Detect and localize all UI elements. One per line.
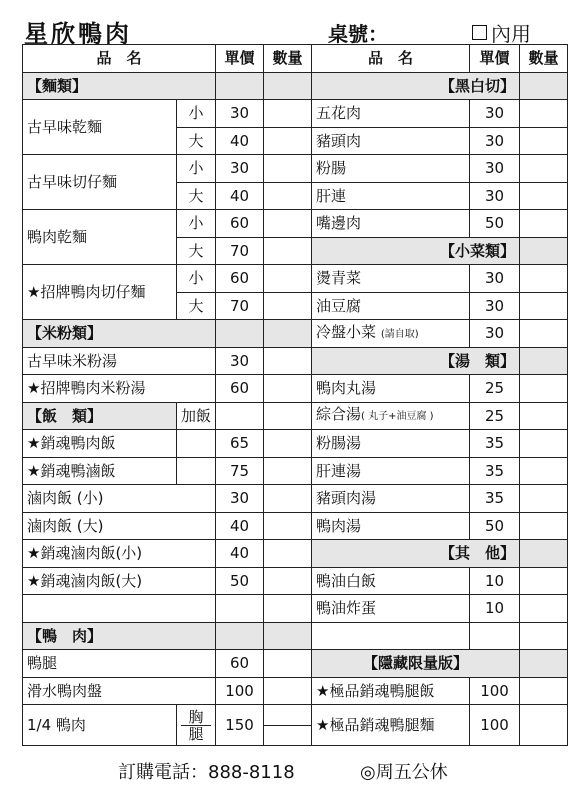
item-name: 嘴邊肉 [312, 210, 470, 238]
item-price: 30 [216, 100, 264, 128]
qty-cell[interactable] [520, 677, 568, 705]
table-row [23, 677, 568, 705]
item-name: ★銷魂滷肉飯(小) [23, 540, 216, 568]
size-small: 小 [177, 210, 216, 238]
table-row [23, 567, 568, 595]
table-row [23, 210, 568, 238]
qty-cell[interactable] [264, 485, 312, 513]
size-large: 大 [177, 237, 216, 265]
item-price: 35 [470, 457, 520, 485]
item-price: 50 [216, 567, 264, 595]
item-name: 綜合湯( 丸子+油豆腐 ) [312, 402, 470, 430]
category-soups: 【湯 類】 [312, 347, 520, 375]
item-price: 35 [470, 430, 520, 458]
table-row [23, 540, 568, 568]
item-price: 10 [470, 567, 520, 595]
item-name: 冷盤小菜 (請自取) [312, 320, 470, 348]
qty-cell[interactable] [520, 567, 568, 595]
qty-cell[interactable] [264, 677, 312, 705]
table-row [23, 100, 568, 128]
table-row [23, 512, 568, 540]
qty-cell[interactable] [520, 375, 568, 403]
breast-or-thigh-option [177, 705, 216, 746]
item-price: 30 [470, 127, 520, 155]
item-price: 60 [216, 375, 264, 403]
closed-day-note: ◎周五公休 [360, 762, 448, 783]
item-name: ★招牌鴨肉切仔麵 [23, 265, 177, 320]
qty-cell[interactable] [520, 595, 568, 623]
category-duck: 【鴨 肉】 [23, 622, 216, 650]
item-name: 五花肉 [312, 100, 470, 128]
item-price: 10 [470, 595, 520, 623]
item-price: 25 [470, 375, 520, 403]
item-name: 鴨肉湯 [312, 512, 470, 540]
qty-cell[interactable] [264, 347, 312, 375]
item-name: 鴨肉乾麵 [23, 210, 177, 265]
item-price: 100 [216, 677, 264, 705]
qty-cell[interactable] [520, 210, 568, 238]
item-price: 50 [470, 512, 520, 540]
size-large: 大 [177, 292, 216, 320]
item-price: 30 [470, 320, 520, 348]
qty-cell[interactable] [264, 127, 312, 155]
item-name: ★極品銷魂鴨腿麵 [312, 705, 470, 746]
category-rice-noodles: 【米粉類】 [23, 320, 216, 348]
option-thigh[interactable]: 腿 [188, 724, 204, 743]
category-rice: 【飯 類】 [23, 402, 177, 430]
item-price: 100 [470, 705, 520, 746]
qty-cell[interactable] [520, 457, 568, 485]
category-noodles: 【麵類】 [23, 72, 216, 100]
table-row [23, 430, 568, 458]
menu-table [22, 44, 568, 746]
item-name: 鴨肉丸湯 [312, 375, 470, 403]
item-price: 100 [470, 677, 520, 705]
item-name: 豬頭肉湯 [312, 485, 470, 513]
item-name: 滑水鴨肉盤 [23, 677, 216, 705]
table-row [23, 402, 568, 430]
qty-cell[interactable] [520, 512, 568, 540]
size-small: 小 [177, 265, 216, 293]
item-price: 40 [216, 540, 264, 568]
order-phone: 訂購電話：888-8118 [118, 762, 295, 783]
item-name: 粉腸 [312, 155, 470, 183]
item-name: 肝連湯 [312, 457, 470, 485]
item-price: 60 [216, 210, 264, 238]
qty-cell[interactable] [520, 127, 568, 155]
size-small: 小 [177, 155, 216, 183]
item-price: 75 [216, 457, 264, 485]
col-qty-right: 數量 [520, 45, 568, 73]
size-large: 大 [177, 182, 216, 210]
menu-header [0, 0, 588, 48]
table-row [23, 595, 568, 623]
table-number-label: 桌號： [328, 22, 388, 46]
qty-cell[interactable] [264, 155, 312, 183]
item-price: 30 [216, 347, 264, 375]
table-row [23, 155, 568, 183]
qty-cell[interactable] [520, 182, 568, 210]
item-name: 油豆腐 [312, 292, 470, 320]
qty-cell[interactable] [520, 705, 568, 746]
item-name: ★招牌鴨肉米粉湯 [23, 375, 216, 403]
col-price-left: 單價 [216, 45, 264, 73]
qty-cell[interactable] [264, 540, 312, 568]
qty-cell[interactable] [264, 567, 312, 595]
item-price: 30 [470, 100, 520, 128]
item-price: 25 [470, 402, 520, 430]
column-header-row [23, 45, 568, 73]
item-name: 古早味切仔麵 [23, 155, 177, 210]
col-name-left: 品 名 [23, 45, 216, 73]
item-price: 30 [470, 155, 520, 183]
extra-rice-label: 加飯 [177, 402, 216, 430]
item-name: ★極品銷魂鴨腿飯 [312, 677, 470, 705]
category-black-white-cut: 【黑白切】 [312, 72, 520, 100]
qty-cell[interactable] [520, 100, 568, 128]
col-qty-left: 數量 [264, 45, 312, 73]
item-price: 60 [216, 650, 264, 678]
qty-cell[interactable] [520, 485, 568, 513]
qty-cell[interactable] [520, 265, 568, 293]
item-price: 40 [216, 127, 264, 155]
restaurant-name: 星欣鴨肉 [24, 19, 132, 48]
qty-cell[interactable] [264, 650, 312, 678]
item-price: 65 [216, 430, 264, 458]
dine-in-checkbox[interactable] [472, 25, 487, 40]
qty-cell[interactable] [264, 430, 312, 458]
qty-cell[interactable] [264, 705, 312, 746]
item-price: 35 [470, 485, 520, 513]
item-name: ★銷魂鴨肉飯 [23, 430, 177, 458]
item-name: ★銷魂滷肉飯(大) [23, 567, 216, 595]
col-name-right: 品 名 [312, 45, 470, 73]
table-row [23, 320, 568, 348]
qty-cell[interactable] [264, 100, 312, 128]
qty-cell[interactable] [520, 155, 568, 183]
item-name: 肝連 [312, 182, 470, 210]
item-name: 鴨油炸蛋 [312, 595, 470, 623]
item-price: 30 [216, 155, 264, 183]
table-row [23, 347, 568, 375]
item-price: 70 [216, 237, 264, 265]
table-row [23, 650, 568, 678]
item-name: 古早味米粉湯 [23, 347, 216, 375]
item-name: ★銷魂鴨滷飯 [23, 457, 177, 485]
qty-cell[interactable] [264, 210, 312, 238]
qty-cell[interactable] [520, 292, 568, 320]
item-price: 60 [216, 265, 264, 293]
table-row [23, 457, 568, 485]
table-row [23, 705, 568, 746]
table-row [23, 485, 568, 513]
item-price: 40 [216, 182, 264, 210]
item-name: 滷肉飯 (大) [23, 512, 216, 540]
table-row [23, 265, 568, 293]
qty-cell[interactable] [520, 430, 568, 458]
item-price: 30 [470, 265, 520, 293]
size-small: 小 [177, 100, 216, 128]
item-name: 1/4 鴨肉 [23, 705, 177, 746]
table-row [23, 72, 568, 100]
item-name: 豬頭肉 [312, 127, 470, 155]
item-price: 30 [470, 182, 520, 210]
qty-cell[interactable] [264, 265, 312, 293]
item-name: 鴨腿 [23, 650, 216, 678]
category-side-dishes: 【小菜類】 [312, 237, 520, 265]
qty-cell[interactable] [520, 402, 568, 430]
table-row [23, 375, 568, 403]
qty-cell[interactable] [520, 320, 568, 348]
item-name: 古早味乾麵 [23, 100, 177, 155]
item-price: 40 [216, 512, 264, 540]
dine-in-label: 內用 [491, 22, 531, 46]
dine-in-option[interactable] [472, 18, 531, 47]
item-price: 30 [216, 485, 264, 513]
item-price: 30 [470, 292, 520, 320]
qty-cell[interactable] [264, 375, 312, 403]
item-price: 50 [470, 210, 520, 238]
qty-cell[interactable] [264, 237, 312, 265]
item-name: 鴨油白飯 [312, 567, 470, 595]
item-price: 150 [216, 705, 264, 746]
qty-cell[interactable] [264, 457, 312, 485]
qty-cell[interactable] [264, 292, 312, 320]
qty-cell[interactable] [264, 402, 312, 430]
item-name: 滷肉飯 (小) [23, 485, 216, 513]
category-hidden-limited: 【隱藏限量版】 [312, 650, 520, 678]
qty-cell[interactable] [264, 512, 312, 540]
qty-cell[interactable] [264, 182, 312, 210]
item-price: 70 [216, 292, 264, 320]
category-others: 【其 他】 [312, 540, 520, 568]
table-row [23, 622, 568, 650]
item-name: 粉腸湯 [312, 430, 470, 458]
col-price-right: 單價 [470, 45, 520, 73]
size-large: 大 [177, 127, 216, 155]
option-breast[interactable]: 胸 [181, 709, 211, 726]
item-name: 燙青菜 [312, 265, 470, 293]
